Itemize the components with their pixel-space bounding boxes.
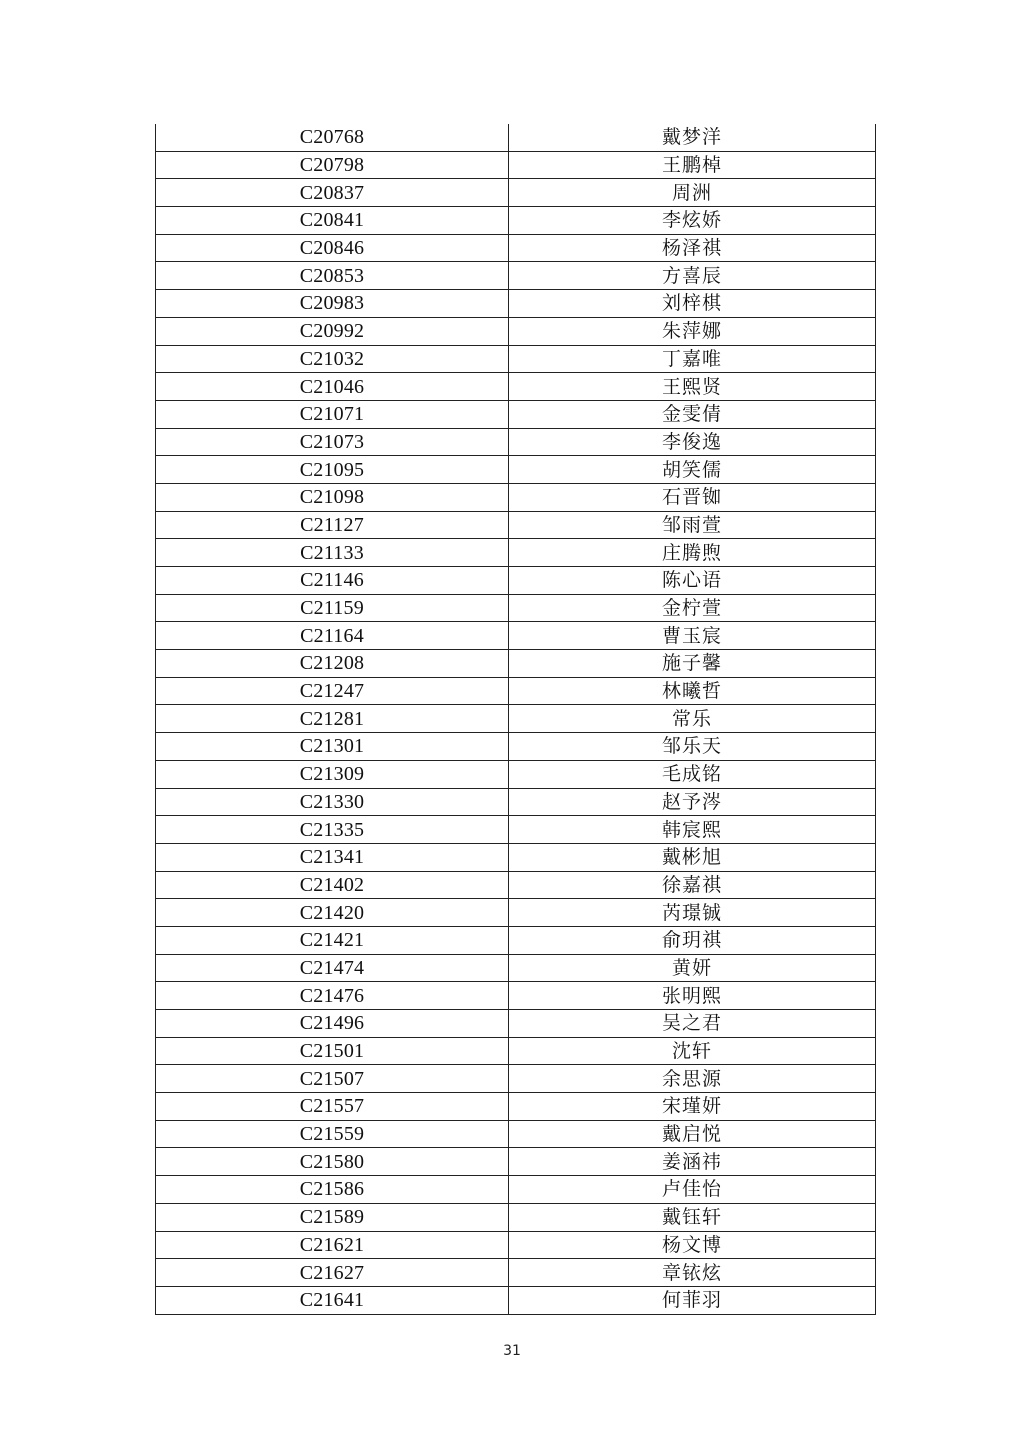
student-name-cell: 陈心语: [509, 567, 876, 595]
table-row: [156, 1259, 876, 1287]
student-name-cell: 杨文博: [509, 1231, 876, 1259]
student-name-cell: 丁嘉唯: [509, 345, 876, 373]
table-row: [156, 317, 876, 345]
student-id-cell: C21301: [156, 733, 509, 761]
table-row: [156, 290, 876, 318]
student-id-cell: C21641: [156, 1286, 509, 1314]
table-row: [156, 1203, 876, 1231]
table-row: [156, 899, 876, 927]
student-name-cell: 邹乐天: [509, 733, 876, 761]
table-row: [156, 954, 876, 982]
table-row: [156, 400, 876, 428]
student-id-cell: C21046: [156, 373, 509, 401]
table-row: [156, 207, 876, 235]
student-id-cell: C21474: [156, 954, 509, 982]
student-name-cell: 章铱炫: [509, 1259, 876, 1287]
table-row: [156, 539, 876, 567]
student-id-cell: C21335: [156, 816, 509, 844]
student-name-cell: 王鹏棹: [509, 151, 876, 179]
student-name-cell: 徐嘉祺: [509, 871, 876, 899]
table-row: [156, 1148, 876, 1176]
student-name-cell: 戴梦洋: [509, 124, 876, 151]
student-name-cell: 朱萍娜: [509, 317, 876, 345]
student-name-cell: 韩宸熙: [509, 816, 876, 844]
student-id-cell: C20841: [156, 207, 509, 235]
student-id-cell: C21559: [156, 1120, 509, 1148]
student-name-cell: 庄腾煦: [509, 539, 876, 567]
student-name-cell: 胡笑儒: [509, 456, 876, 484]
student-name-cell: 宋瑾妍: [509, 1093, 876, 1121]
student-id-cell: C21146: [156, 567, 509, 595]
student-name-cell: 杨泽祺: [509, 234, 876, 262]
student-id-cell: C21586: [156, 1176, 509, 1204]
roster-table: [155, 124, 876, 1315]
table-row: [156, 926, 876, 954]
student-name-cell: 沈轩: [509, 1037, 876, 1065]
table-row: [156, 1231, 876, 1259]
student-name-cell: 金柠萱: [509, 594, 876, 622]
student-id-cell: C21098: [156, 483, 509, 511]
student-id-cell: C20846: [156, 234, 509, 262]
student-id-cell: C21208: [156, 650, 509, 678]
student-id-cell: C21496: [156, 1010, 509, 1038]
table-row: [156, 179, 876, 207]
table-row: [156, 483, 876, 511]
student-id-cell: C21501: [156, 1037, 509, 1065]
table-row: [156, 511, 876, 539]
student-id-cell: C21557: [156, 1093, 509, 1121]
student-name-cell: 曹玉宸: [509, 622, 876, 650]
student-id-cell: C21127: [156, 511, 509, 539]
student-name-cell: 俞玥祺: [509, 926, 876, 954]
table-row: [156, 428, 876, 456]
student-id-cell: C21247: [156, 677, 509, 705]
student-id-cell: C21420: [156, 899, 509, 927]
table-row: [156, 650, 876, 678]
student-id-cell: C21309: [156, 760, 509, 788]
student-name-cell: 姜涵祎: [509, 1148, 876, 1176]
student-id-cell: C20768: [156, 124, 509, 151]
student-id-cell: C21032: [156, 345, 509, 373]
student-name-cell: 芮璟铖: [509, 899, 876, 927]
table-row: [156, 234, 876, 262]
roster-table-body: [156, 124, 876, 1314]
student-name-cell: 常乐: [509, 705, 876, 733]
student-name-cell: 卢佳怡: [509, 1176, 876, 1204]
table-row: [156, 456, 876, 484]
student-id-cell: C20853: [156, 262, 509, 290]
page-number: 31: [503, 1343, 521, 1359]
student-name-cell: 张明熙: [509, 982, 876, 1010]
student-id-cell: C21580: [156, 1148, 509, 1176]
student-name-cell: 李俊逸: [509, 428, 876, 456]
table-row: [156, 677, 876, 705]
student-id-cell: C21164: [156, 622, 509, 650]
student-name-cell: 余思源: [509, 1065, 876, 1093]
table-row: [156, 345, 876, 373]
student-id-cell: C21133: [156, 539, 509, 567]
student-name-cell: 施子馨: [509, 650, 876, 678]
student-id-cell: C21281: [156, 705, 509, 733]
table-row: [156, 567, 876, 595]
table-row: [156, 124, 876, 151]
table-row: [156, 982, 876, 1010]
student-name-cell: 毛成铭: [509, 760, 876, 788]
student-name-cell: 方喜辰: [509, 262, 876, 290]
student-id-cell: C21421: [156, 926, 509, 954]
table-row: [156, 816, 876, 844]
table-row: [156, 1093, 876, 1121]
table-row: [156, 1286, 876, 1314]
student-id-cell: C21071: [156, 400, 509, 428]
student-id-cell: C20837: [156, 179, 509, 207]
student-name-cell: 林曦哲: [509, 677, 876, 705]
student-name-cell: 何菲羽: [509, 1286, 876, 1314]
student-name-cell: 石晋铷: [509, 483, 876, 511]
student-name-cell: 赵予涔: [509, 788, 876, 816]
student-id-cell: C21476: [156, 982, 509, 1010]
student-name-cell: 戴启悦: [509, 1120, 876, 1148]
student-name-cell: 金雯倩: [509, 400, 876, 428]
table-row: [156, 1120, 876, 1148]
table-row: [156, 1176, 876, 1204]
table-row: [156, 760, 876, 788]
student-id-cell: C21330: [156, 788, 509, 816]
student-id-cell: C21341: [156, 843, 509, 871]
table-row: [156, 1065, 876, 1093]
student-name-cell: 邹雨萱: [509, 511, 876, 539]
table-row: [156, 1010, 876, 1038]
table-row: [156, 373, 876, 401]
student-name-cell: 吴之君: [509, 1010, 876, 1038]
student-id-cell: C21095: [156, 456, 509, 484]
student-id-cell: C21402: [156, 871, 509, 899]
table-row: [156, 622, 876, 650]
table-row: [156, 262, 876, 290]
student-name-cell: 戴钰轩: [509, 1203, 876, 1231]
student-id-cell: C20992: [156, 317, 509, 345]
table-row: [156, 1037, 876, 1065]
student-name-cell: 黄妍: [509, 954, 876, 982]
table-row: [156, 151, 876, 179]
student-id-cell: C21627: [156, 1259, 509, 1287]
student-id-cell: C21507: [156, 1065, 509, 1093]
student-id-cell: C20798: [156, 151, 509, 179]
student-name-cell: 王熙贤: [509, 373, 876, 401]
table-row: [156, 733, 876, 761]
student-id-cell: C21159: [156, 594, 509, 622]
table-row: [156, 871, 876, 899]
student-id-cell: C21589: [156, 1203, 509, 1231]
student-name-cell: 刘梓棋: [509, 290, 876, 318]
student-name-cell: 周洲: [509, 179, 876, 207]
table-row: [156, 843, 876, 871]
student-id-cell: C20983: [156, 290, 509, 318]
table-row: [156, 594, 876, 622]
student-id-cell: C21621: [156, 1231, 509, 1259]
student-name-cell: 戴彬旭: [509, 843, 876, 871]
student-name-cell: 李炫娇: [509, 207, 876, 235]
table-row: [156, 788, 876, 816]
table-row: [156, 705, 876, 733]
student-id-cell: C21073: [156, 428, 509, 456]
